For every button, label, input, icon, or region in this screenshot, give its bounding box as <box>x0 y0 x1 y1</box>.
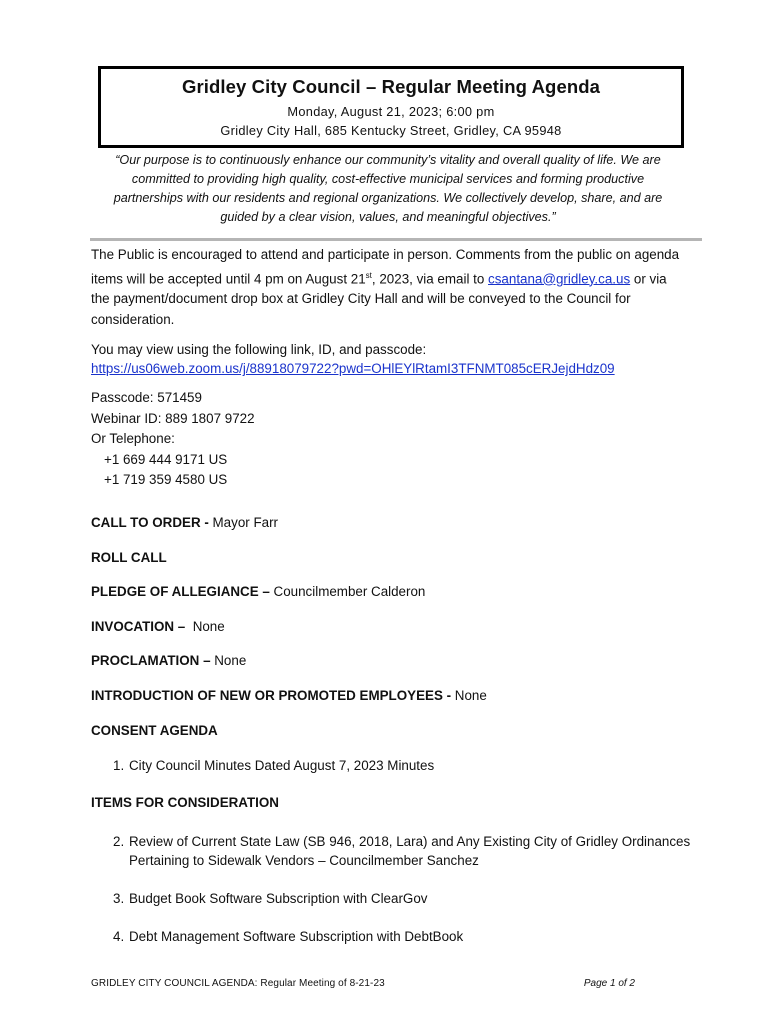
list-item <box>113 889 713 908</box>
agenda-value: None <box>210 653 247 668</box>
item-number: 1. <box>113 758 125 773</box>
page-title: Gridley City Council – Regular Meeting Agenda <box>181 76 601 97</box>
meeting-location: Gridley City Hall, 685 Kentucky Street, Gridley, CA 95948 <box>220 123 562 138</box>
contact-info <box>91 388 255 491</box>
item-number: 2. <box>113 834 125 849</box>
public-notice <box>91 245 703 330</box>
notice-line: consideration. <box>91 311 175 327</box>
agenda-heading: ITEMS FOR CONSIDERATION <box>91 795 279 810</box>
zoom-intro-text: You may view using the following link, ID, and passcode: <box>91 342 427 357</box>
notice-line: the payment/document drop box at Gridley City Hall and will be conveyed to the Council for <box>91 291 631 307</box>
agenda-consideration <box>91 795 279 810</box>
phone-number: +1 719 359 4580 US <box>104 472 228 487</box>
agenda-heading: INTRODUCTION OF NEW OR PROMOTED EMPLOYEES - <box>91 688 452 703</box>
ordinal-suffix: st <box>365 270 372 280</box>
agenda-value: None <box>185 619 225 634</box>
mission-line: “Our purpose is to continuously enhance our community’s vitality and overall quality of life. We are <box>115 153 661 167</box>
notice-text: , 2023, via email to <box>371 270 489 286</box>
agenda-introduction <box>91 688 487 703</box>
item-text-continued: Pertaining to Sidewalk Vendors – Councilmember Sanchez <box>129 853 479 868</box>
zoom-section <box>91 340 703 378</box>
agenda-invocation <box>91 619 225 634</box>
phone-number: +1 669 444 9171 US <box>104 451 228 467</box>
agenda-call-to-order <box>91 515 278 530</box>
header-box <box>98 66 684 148</box>
page-number: Page 1 of 2 <box>583 978 635 989</box>
notice-line: The Public is encouraged to attend and participate in person. Comments from the public on agenda <box>91 247 680 262</box>
notice-text: or via <box>630 270 667 286</box>
mission-line: guided by a clear vision, values, and meaningful objectives.” <box>220 210 556 224</box>
list-item <box>113 927 713 946</box>
agenda-heading: PLEDGE OF ALLEGIANCE – <box>91 584 270 599</box>
agenda-heading: PROCLAMATION – <box>91 653 211 668</box>
item-number: 4. <box>113 929 125 944</box>
agenda-value: Mayor Farr <box>208 515 278 530</box>
agenda-roll-call <box>91 550 167 565</box>
passcode: Passcode: 571459 <box>91 390 202 405</box>
webinar-id: Webinar ID: 889 1807 9722 <box>91 410 255 426</box>
divider <box>90 238 702 241</box>
footer-title: GRIDLEY CITY COUNCIL AGENDA: Regular Meeting of 8-21-23 <box>91 978 385 989</box>
agenda-proclamation <box>91 653 246 668</box>
notice-line <box>91 266 703 290</box>
agenda-heading: ROLL CALL <box>91 550 167 565</box>
item-text: Review of Current State Law (SB 946, 2018, Lara) and Any Existing City of Gridley Ordinances <box>129 834 691 849</box>
agenda-consent <box>91 723 218 738</box>
item-text: City Council Minutes Dated August 7, 2023 Minutes <box>129 758 435 773</box>
item-text: Debt Management Software Subscription with DebtBook <box>129 929 464 944</box>
agenda-value: None <box>451 688 487 703</box>
list-item <box>113 756 713 775</box>
mission-statement <box>92 151 684 227</box>
email-link[interactable]: csantana@gridley.ca.us <box>488 270 631 286</box>
agenda-heading: INVOCATION – <box>91 619 186 634</box>
item-number: 3. <box>113 891 125 906</box>
agenda-pledge <box>91 584 425 599</box>
agenda-heading: CALL TO ORDER - <box>91 515 209 530</box>
telephone-label: Or Telephone: <box>91 431 175 446</box>
item-text: Budget Book Software Subscription with ClearGov <box>129 891 428 906</box>
notice-text: items will be accepted until 4 pm on August 21 <box>91 270 366 286</box>
list-item <box>113 832 713 870</box>
agenda-heading: CONSENT AGENDA <box>91 723 218 738</box>
mission-line: committed to providing high quality, cost-effective municipal services and forming productive <box>131 172 645 186</box>
meeting-date: Monday, August 21, 2023; 6:00 pm <box>287 104 495 119</box>
agenda-value: Councilmember Calderon <box>269 584 426 599</box>
mission-line: partnerships with our residents and regional organizations. We collectively develop, share, and are <box>113 191 663 205</box>
zoom-link[interactable]: https://us06web.zoom.us/j/88918079722?pwd=OHlEYlRtamI3TFNMT085cERJejdHdz09 <box>91 361 615 376</box>
